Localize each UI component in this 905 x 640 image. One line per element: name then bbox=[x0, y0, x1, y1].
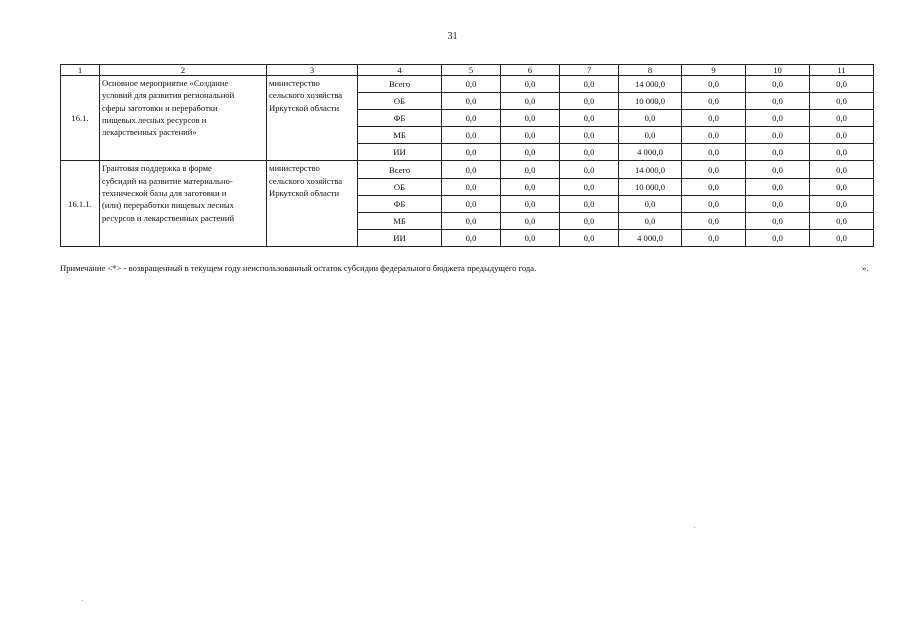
header-cell: 5 bbox=[442, 65, 501, 76]
amount-cell: 0,0 bbox=[746, 127, 810, 144]
amount-cell: 0,0 bbox=[682, 76, 746, 93]
item-name-line: (или) переработки пищевых лесных bbox=[102, 200, 234, 211]
amount-cell: 0,0 bbox=[619, 127, 682, 144]
header-cell: 1 bbox=[61, 65, 100, 76]
header-cell: 3 bbox=[267, 65, 358, 76]
header-cell: 7 bbox=[560, 65, 619, 76]
funding-source: ФБ bbox=[358, 110, 442, 127]
item-name-line: ресурсов и лекарственных растений bbox=[102, 212, 235, 223]
item-name-line: сферы заготовки и переработки bbox=[102, 102, 218, 113]
amount-cell: 0,0 bbox=[442, 229, 501, 246]
scan-speck bbox=[82, 600, 83, 601]
amount-cell: 0,0 bbox=[442, 144, 501, 161]
item-name bbox=[100, 76, 267, 161]
amount-cell: 4 000,0 bbox=[619, 144, 682, 161]
funding-source: Всего bbox=[358, 76, 442, 93]
amount-cell: 0,0 bbox=[501, 144, 560, 161]
amount-cell: 0,0 bbox=[560, 127, 619, 144]
amount-cell: 0,0 bbox=[619, 212, 682, 229]
amount-cell: 0,0 bbox=[501, 93, 560, 110]
amount-cell: 0,0 bbox=[560, 212, 619, 229]
amount-cell: 14 000,0 bbox=[619, 161, 682, 178]
closing-quote-mark: ». bbox=[862, 263, 869, 273]
funding-source: МБ bbox=[358, 212, 442, 229]
header-cell: 6 bbox=[501, 65, 560, 76]
executor-line: сельского хозяйства bbox=[269, 90, 343, 101]
amount-cell: 0,0 bbox=[442, 212, 501, 229]
amount-cell: 0,0 bbox=[682, 212, 746, 229]
executor bbox=[267, 161, 358, 246]
funding-source: ОБ bbox=[358, 178, 442, 195]
header-cell: 4 bbox=[358, 65, 442, 76]
table-row bbox=[61, 161, 874, 178]
item-name-line: субсидий на развитие материально- bbox=[102, 175, 233, 186]
funding-source: ИИ bbox=[358, 229, 442, 246]
item-code: 16.1.1. bbox=[61, 161, 100, 246]
funding-source: ФБ bbox=[358, 195, 442, 212]
amount-cell: 0,0 bbox=[501, 178, 560, 195]
amount-cell: 0,0 bbox=[810, 195, 874, 212]
amount-cell: 0,0 bbox=[746, 76, 810, 93]
funding-source: Всего bbox=[358, 161, 442, 178]
amount-cell: 0,0 bbox=[682, 195, 746, 212]
header-row bbox=[61, 65, 874, 76]
amount-cell: 0,0 bbox=[501, 110, 560, 127]
executor-line: министерство bbox=[269, 78, 320, 88]
amount-cell: 0,0 bbox=[682, 110, 746, 127]
amount-cell: 0,0 bbox=[810, 127, 874, 144]
amount-cell: 0,0 bbox=[810, 161, 874, 178]
amount-cell: 0,0 bbox=[619, 195, 682, 212]
item-name-line: лекарственных растений» bbox=[102, 127, 197, 138]
amount-cell: 0,0 bbox=[746, 144, 810, 161]
amount-cell: 0,0 bbox=[682, 144, 746, 161]
amount-cell: 0,0 bbox=[810, 76, 874, 93]
amount-cell: 0,0 bbox=[810, 110, 874, 127]
amount-cell: 0,0 bbox=[746, 178, 810, 195]
item-name-line: технической базы для заготовки и bbox=[102, 188, 227, 199]
footnote: Примечание <*> - возвращенный в текущем году неиспользованный остаток субсидии федерального бюджета предыдущего года. bbox=[60, 263, 537, 273]
amount-cell: 0,0 bbox=[810, 144, 874, 161]
item-name-line: пищевых лесных ресурсов и bbox=[102, 114, 207, 125]
amount-cell: 14 000,0 bbox=[619, 76, 682, 93]
amount-cell: 0,0 bbox=[746, 161, 810, 178]
item-name-line: Грантовая поддержка в форме bbox=[102, 163, 212, 174]
item-name bbox=[100, 161, 267, 246]
amount-cell: 0,0 bbox=[501, 127, 560, 144]
amount-cell: 0,0 bbox=[442, 110, 501, 127]
amount-cell: 0,0 bbox=[746, 93, 810, 110]
executor-line: Иркутской области bbox=[269, 102, 340, 113]
amount-cell: 4 000,0 bbox=[619, 229, 682, 246]
table-body bbox=[61, 65, 874, 247]
amount-cell: 10 000,0 bbox=[619, 178, 682, 195]
amount-cell: 0,0 bbox=[619, 110, 682, 127]
amount-cell: 0,0 bbox=[746, 195, 810, 212]
amount-cell: 0,0 bbox=[442, 127, 501, 144]
scan-speck bbox=[694, 527, 695, 528]
amount-cell: 0,0 bbox=[810, 93, 874, 110]
amount-cell: 0,0 bbox=[682, 93, 746, 110]
amount-cell: 0,0 bbox=[682, 178, 746, 195]
amount-cell: 0,0 bbox=[560, 76, 619, 93]
executor-line: Иркутской области bbox=[269, 188, 340, 199]
amount-cell: 0,0 bbox=[442, 195, 501, 212]
item-name-line: Основное мероприятие «Создание bbox=[102, 78, 229, 88]
amount-cell: 0,0 bbox=[560, 229, 619, 246]
amount-cell: 0,0 bbox=[560, 110, 619, 127]
amount-cell: 10 000,0 bbox=[619, 93, 682, 110]
amount-cell: 0,0 bbox=[682, 127, 746, 144]
amount-cell: 0,0 bbox=[501, 76, 560, 93]
amount-cell: 0,0 bbox=[560, 178, 619, 195]
amount-cell: 0,0 bbox=[501, 229, 560, 246]
header-cell: 2 bbox=[100, 65, 267, 76]
amount-cell: 0,0 bbox=[442, 178, 501, 195]
funding-source: МБ bbox=[358, 127, 442, 144]
amount-cell: 0,0 bbox=[810, 212, 874, 229]
amount-cell: 0,0 bbox=[682, 161, 746, 178]
amount-cell: 0,0 bbox=[560, 144, 619, 161]
amount-cell: 0,0 bbox=[442, 76, 501, 93]
header-cell: 11 bbox=[810, 65, 874, 76]
executor-line: сельского хозяйства bbox=[269, 175, 343, 186]
amount-cell: 0,0 bbox=[746, 229, 810, 246]
table-row bbox=[61, 76, 874, 93]
amount-cell: 0,0 bbox=[810, 229, 874, 246]
header-cell: 9 bbox=[682, 65, 746, 76]
amount-cell: 0,0 bbox=[560, 195, 619, 212]
page-number: 31 bbox=[447, 31, 458, 42]
amount-cell: 0,0 bbox=[442, 93, 501, 110]
budget-table bbox=[60, 64, 874, 247]
amount-cell: 0,0 bbox=[501, 212, 560, 229]
funding-source: ИИ bbox=[358, 144, 442, 161]
amount-cell: 0,0 bbox=[682, 229, 746, 246]
amount-cell: 0,0 bbox=[746, 212, 810, 229]
item-name-line: условий для развития региональной bbox=[102, 90, 235, 101]
amount-cell: 0,0 bbox=[810, 178, 874, 195]
amount-cell: 0,0 bbox=[501, 195, 560, 212]
amount-cell: 0,0 bbox=[560, 161, 619, 178]
header-cell: 10 bbox=[746, 65, 810, 76]
amount-cell: 0,0 bbox=[501, 161, 560, 178]
amount-cell: 0,0 bbox=[560, 93, 619, 110]
funding-source: ОБ bbox=[358, 93, 442, 110]
item-code: 16.1. bbox=[61, 76, 100, 161]
header-cell: 8 bbox=[619, 65, 682, 76]
amount-cell: 0,0 bbox=[746, 110, 810, 127]
amount-cell: 0,0 bbox=[442, 161, 501, 178]
executor-line: министерство bbox=[269, 163, 320, 174]
executor bbox=[267, 76, 358, 161]
